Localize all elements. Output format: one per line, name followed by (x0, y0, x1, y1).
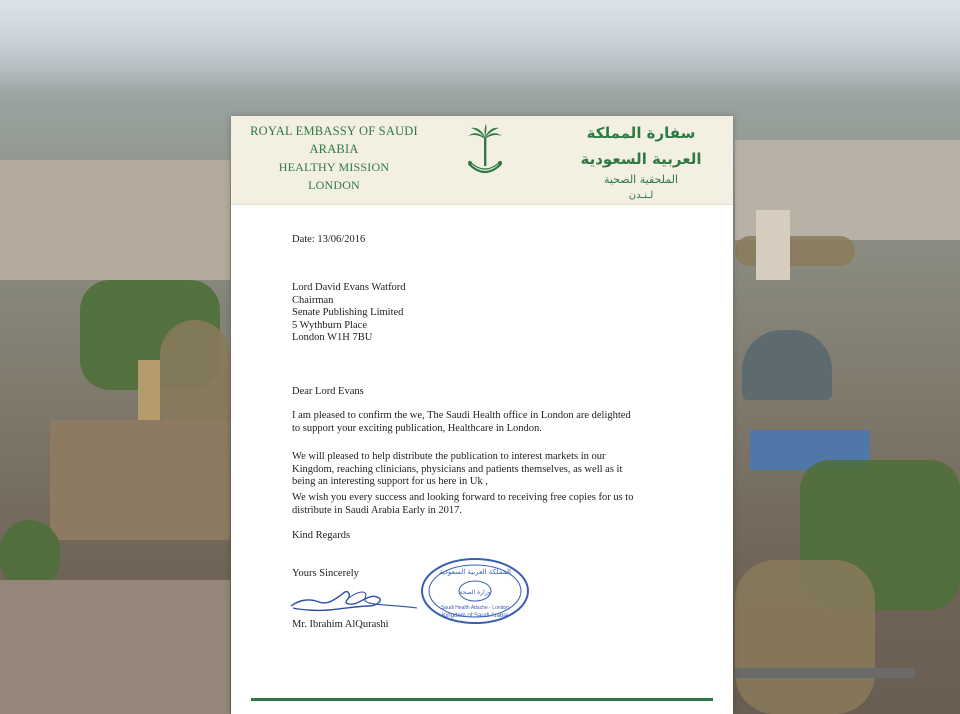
recipient-city: London W1H 7BU (292, 332, 373, 343)
signer-name: Mr. Ibrahim AlQurashi (292, 619, 389, 630)
mission-name: HEALTHY MISSION (278, 160, 390, 174)
official-stamp (419, 556, 531, 626)
paragraph-3: We wish you every success and looking forward to receiving free copies for us to distribute in Saudi Arabia Early in 2017. (292, 492, 634, 516)
building-block (0, 160, 230, 280)
river-thames-right-bottom (735, 560, 875, 714)
stamp-arabic-top: المملكة العربية السعودية (439, 568, 511, 576)
yours-sincerely: Yours Sincerely (292, 568, 359, 579)
city-name: LONDON (308, 178, 360, 192)
city-name-arabic: لـنـدن (628, 190, 654, 201)
river-thames-right-top (735, 236, 855, 266)
parliament-building (50, 420, 230, 540)
office-tower (756, 210, 790, 280)
paragraph-1: I am pleased to confirm the we, The Saudi Health office in London are delighted to support your exciting publication, Healthcare in London. (292, 410, 631, 434)
letterhead-english (249, 122, 419, 194)
stamp-english-1: Saudi Health Attache - London (441, 605, 509, 611)
embassy-name-arabic: سفارة المملكة العربية السعودية (580, 124, 702, 168)
paragraph-2: We will pleased to help distribute the publication to interest markets in our Kingdom, reaching clinicians, physicians and patients themselves, as well as it being an interesting support for us here in Uk , (292, 451, 623, 487)
palm-swords-emblem-icon (465, 124, 505, 182)
kind-regards: Kind Regards (292, 530, 351, 541)
recipient-title: Chairman (292, 294, 334, 306)
recipient-address (292, 282, 712, 345)
embassy-letter (231, 116, 733, 714)
stamp-center: وزارة الصحة (459, 589, 491, 596)
building-block-left-bottom (0, 580, 230, 714)
mission-name-arabic: الملحقية الصحية (603, 173, 679, 186)
recipient-company: Senate Publishing Limited (292, 307, 404, 318)
letter-date: Date: 13/06/2016 (292, 234, 366, 245)
embassy-name: ROYAL EMBASSY OF SAUDI ARABIA (250, 124, 418, 156)
handwritten-signature (289, 586, 419, 616)
letterhead-arabic (561, 120, 721, 204)
recipient-name: Lord David Evans Watford (292, 282, 406, 293)
sky-haze (0, 0, 960, 90)
letterhead (231, 116, 733, 205)
stamp-english-2: Kingdom of Saudi Arabia (441, 613, 509, 619)
round-building (742, 330, 832, 400)
footer-rule (251, 698, 713, 701)
bridge (735, 668, 915, 678)
salutation: Dear Lord Evans (292, 386, 364, 397)
recipient-street: 5 Wythburn Place (292, 319, 367, 331)
